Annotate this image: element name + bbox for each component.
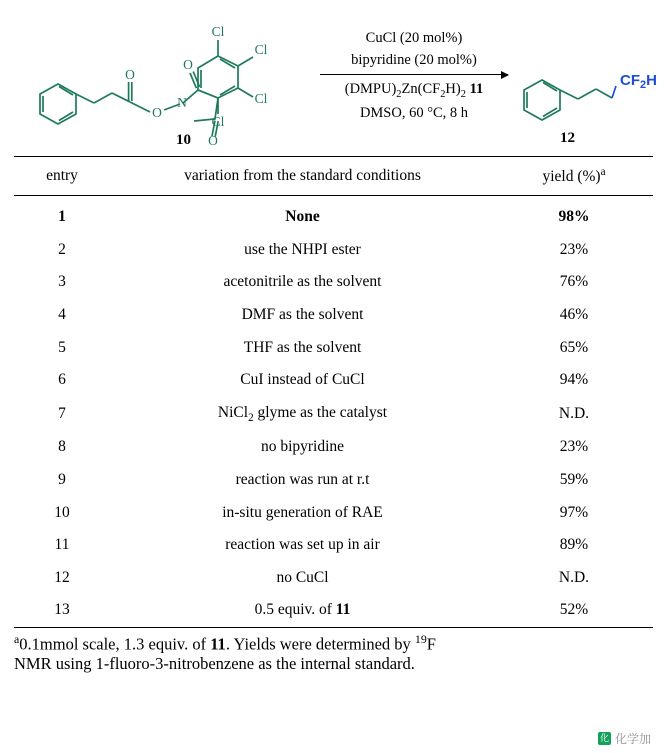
product-structure-12 [512,6,662,146]
condition-line-2: bipyridine (20 mol%) [351,52,477,69]
table-row [14,233,653,266]
h-text: H) [445,81,461,98]
cell-entry: 10 [54,503,70,521]
reaction-scheme [14,0,657,156]
dmpu-sub: 2 [396,88,402,100]
substrate-label: 10 [176,132,191,148]
cell-entry: 8 [58,438,66,456]
imide-o-label-2: O [208,133,218,148]
cl-label-2: Cl [254,42,268,57]
header-yield-sup: a [600,166,606,178]
table-row [14,196,653,233]
cell-yield: 46% [559,305,589,323]
table-header-row [14,157,653,195]
header-yield [495,157,653,195]
cell-yield: 23% [559,438,589,456]
cell-entry: 13 [54,601,70,619]
cf2-sub: 2 [440,88,446,100]
table-row [14,464,653,497]
cell-variation: 0.5 equiv. of 11 [254,601,351,619]
table-row [14,594,653,627]
cell-yield: 23% [559,240,589,258]
reaction-arrow [320,74,508,75]
reaction-conditions [314,28,514,124]
cell-entry: 3 [58,273,66,291]
cell-yield: 97% [559,503,589,521]
cell-entry: 11 [54,536,70,554]
header-yield-text: yield (%) [542,168,601,186]
cell-yield: 89% [559,536,589,554]
table-row [14,561,653,594]
cell-variation: NiCl$_2$ glyme as the catalyst [217,403,388,424]
imide-n-label: N [177,95,187,110]
cell-entry: 2 [58,240,66,258]
results-table-body [14,196,653,627]
cell-variation: reaction was set up in air [225,536,380,554]
cl-label-4: Cl [211,114,225,129]
cell-entry: 5 [58,338,66,356]
footnote-marker: a [14,631,20,646]
cell-yield: 59% [559,471,589,488]
results-table [14,157,653,195]
table-footnote [14,628,653,675]
cell-variation: no CuCl [276,568,329,586]
table-row [14,496,653,529]
footnote-line-2: NMR using 1-fluoro-3-nitrobenzene as the internal standard. [14,654,415,674]
zn-text: Zn(CF [401,81,441,98]
cell-entry: 12 [54,568,70,586]
table-row [14,331,653,364]
table-body [14,196,653,627]
cell-yield: N.D. [558,568,590,586]
cell-entry: 7 [58,404,66,422]
product-label: 12 [560,130,575,146]
cell-yield: 98% [558,208,590,226]
table-row [14,364,653,397]
cell-entry: 1 [58,208,66,226]
dmpu-text: (DMPU) [344,81,397,98]
footnote-part-1: 0.1mmol scale, 1.3 equiv. of [19,634,211,654]
footnote-isotope: 19 [414,631,427,646]
cell-yield: 65% [559,338,589,356]
condition-line-1: CuCl (20 mol%) [365,30,463,46]
table-row [14,396,653,431]
cell-yield: 52% [559,601,589,619]
cell-variation: THF as the solvent [243,338,362,356]
table-row [14,299,653,332]
table-row [14,529,653,562]
header-entry: entry [46,167,78,185]
cell-variation: use the NHPI ester [244,240,361,258]
cell-variation: DMF as the solvent [241,305,364,323]
cell-entry: 9 [58,471,66,488]
cl-label-3: Cl [254,91,268,106]
imide-o-label-1: O [183,57,193,72]
reagent-number-11: 11 [469,81,484,98]
cell-yield: 76% [559,273,589,291]
cell-yield: 94% [559,371,589,389]
cf2h-label: $CF_2H$ [620,72,657,91]
outer-sub: 2 [460,88,466,100]
cell-variation: None [285,208,320,226]
cell-entry: 6 [58,371,66,389]
footnote-reagent-11: 11 [210,634,226,654]
watermark-logo-icon: 化 [599,733,609,743]
cell-variation: no bipyridine [260,438,345,456]
table-row [14,266,653,299]
cell-entry: 4 [58,305,66,323]
watermark [598,730,651,747]
condition-line-3 [314,78,514,102]
substrate-structure-10 [22,2,322,154]
cell-variation: in-situ generation of RAE [222,503,383,521]
table-row [14,431,653,464]
cell-variation: CuI instead of CuCl [240,371,365,389]
cell-yield: N.D. [558,404,590,422]
header-variation: variation from the standard conditions [184,167,421,185]
watermark-label: 化学加 [614,732,651,746]
footnote-part-2: . Yields were determined by [225,634,415,654]
cell-variation: acetonitrile as the solvent [223,273,382,291]
footnote-part-3: F [426,634,436,654]
condition-line-4: DMSO, 60 °C, 8 h [359,105,469,122]
cell-variation: reaction was run at r.t [235,471,370,488]
ester-o-label: O [152,105,162,120]
carbonyl-o-label: O [125,67,135,82]
cl-label-1: Cl [211,24,225,39]
